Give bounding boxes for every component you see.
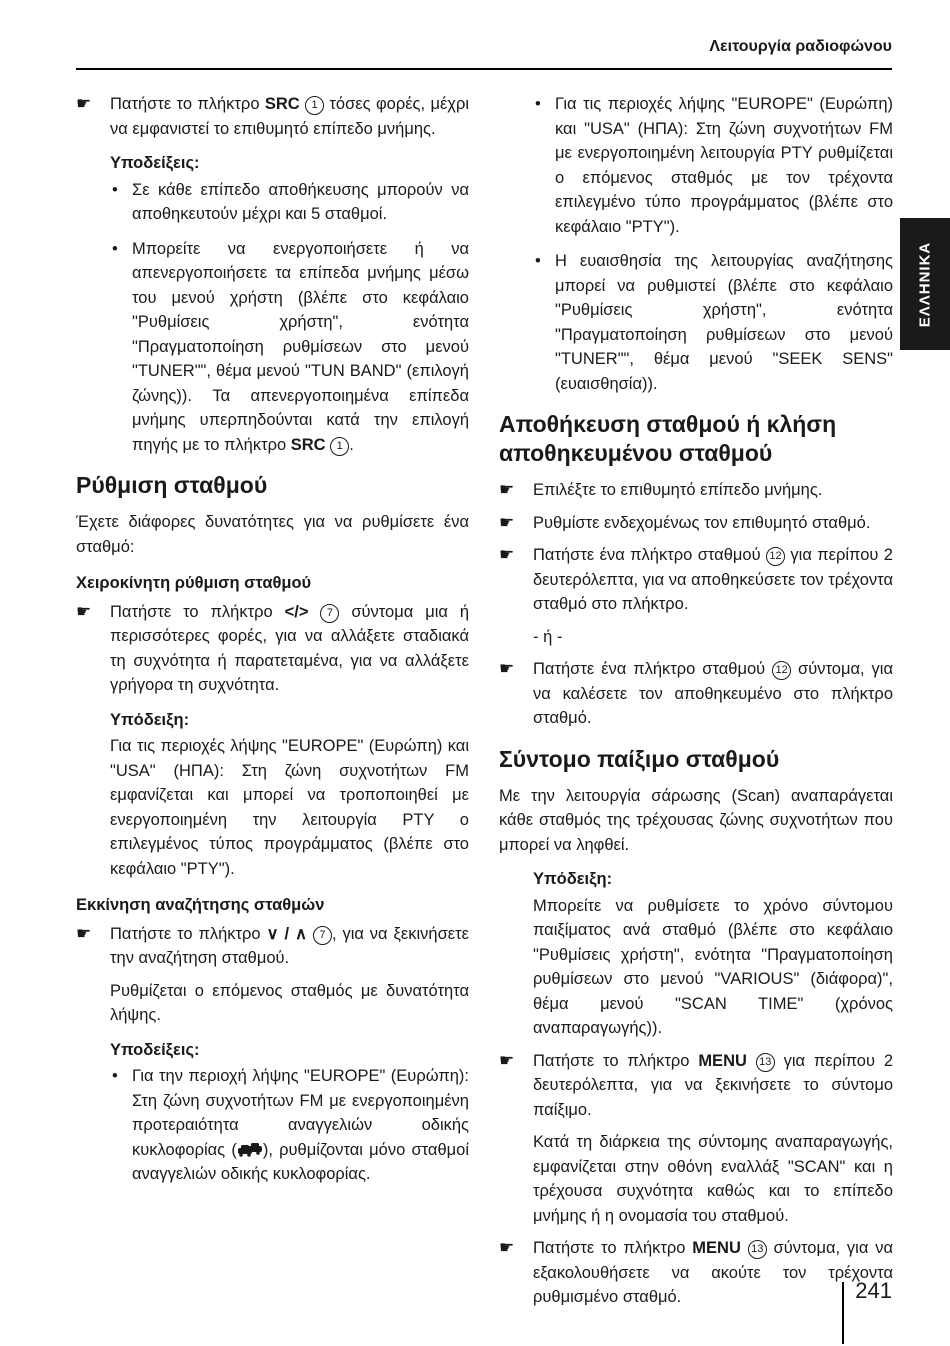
note-item: • Σε κάθε επίπεδο αποθήκευσης μπορούν να αποθηκευτούν μέχρι και 5 σταθμοί.: [112, 180, 469, 223]
callout-number: 12: [772, 661, 791, 680]
callout-number: 1: [305, 96, 324, 115]
note-item: • Η ευαισθησία της λειτουργίας αναζήτησης μπορεί να ρυθμιστεί (βλέπε στο κεφάλαιο "Ρυθμίσεις χρήστη", ενότητα "Πραγματοποίηση ρυθμίσεων στο μενού "TUNER"", θέμα μενού "SEEK SENS" (ευαισθησία)).: [535, 252, 893, 393]
note-item: • Μπορείτε να ενεργοποιήσετε ή να απενεργοποιήσετε τα επίπεδα μνήμης μέσω του μενού χρήστη (βλέπε στο κεφάλαιο "Ρυθμίσεις χρήστη", ενότητα "Πραγματοποίηση ρυθμίσεων στο μενού "TUNER"", θέμα μενού "TUN BAND" (επιλογή ζώνης)). Τα απενεργοποιημένα επίπεδα μνήμης υπερπηδούνται κατά την επιλογή πηγής με το πλήκτρο SRC 1 .: [112, 239, 469, 454]
step-select-level: ☛ Επιλέξτε το επιθυμητό επίπεδο μνήμης.: [499, 478, 893, 503]
pointing-hand-icon: ☛: [499, 659, 515, 678]
arrow-keys-label: </>: [284, 602, 309, 621]
step-tune-station: ☛ Ρυθμίστε ενδεχομένως τον επιθυμητό σταθμό.: [499, 511, 893, 536]
or-separator: - ή -: [533, 627, 563, 646]
callout-number: 13: [756, 1053, 775, 1072]
step-manual-tuning: ☛ Πατήστε το πλήκτρο </> 7 σύντομα μια ή περισσότερες φορές, για να αλλάξετε σταδιακά τη συχνότητα ή παρατεταμένα, για να αλλάξετε γρήγορα τη συχνότητα.: [76, 601, 470, 694]
callout-number: 13: [748, 1240, 767, 1259]
pointing-hand-icon: ☛: [76, 923, 92, 943]
seek-notes-list: [499, 92, 893, 396]
section-title-store: Αποθήκευση σταθμού ή κλήση αποθηκευμένου σταθμού: [499, 411, 837, 466]
step-store-station: ☛ Πατήστε ένα πλήκτρο σταθμού 12 για περίπου 2 δευτερόλεπτα, για να αποθηκεύσετε τον τρέχοντα σταθμό στο πλήκτρο.: [499, 545, 893, 613]
note-text: Για τις περιοχές λήψης "EUROPE" (Ευρώπη) και "USA" (ΗΠΑ): Στη ζώνη συχνοτήτων FM εμφανίζεται και μπορεί να τροποποιηθεί με ενεργοποιημένη την λειτουργία PTY ο επιλεγμένος τύπος προγράμματος (βλέπε στο κεφάλαιο "PTY").: [110, 737, 469, 878]
arrow-keys-label: ∨ / ∧: [266, 924, 308, 943]
step-start-scan: ☛ Πατήστε το πλήκτρο MENU 13 για περίπου 2 δευτερόλεπτα, για να ξεκινήσετε το σύντομο παίξιμο.: [499, 1050, 894, 1119]
note-heading: Υπόδειξη:: [533, 870, 613, 888]
subsection-title-manual: Χειροκίνητη ρύθμιση σταθμού: [76, 574, 312, 592]
notes-heading: Υποδείξεις:: [110, 154, 200, 172]
subsection-title-seek: Εκκίνηση αναζήτησης σταθμών: [76, 896, 325, 914]
pointing-hand-icon: ☛: [499, 480, 515, 499]
note-item: • Για τις περιοχές λήψης "EUROPE" (Ευρώπη) και "USA" (ΗΠΑ): Στη ζώνη συχνοτήτων FM με ενεργοποιημένη λειτουργία PTY ρυθμίζεται ο επόμενος σταθμός με τον τρέχοντα επιλεγμένο τύπο προγράμματος (βλέπε στο κεφάλαιο "PTY").: [535, 95, 893, 236]
section-intro: Έχετε διάφορες δυνατότητες για να ρυθμίσετε ένα σταθμό:: [76, 513, 469, 556]
left-column: [76, 92, 469, 1197]
section-title-scan: Σύντομο παίξιμο σταθμού: [499, 745, 780, 772]
step-select-memory-level: [76, 92, 469, 141]
callout-number: 7: [320, 604, 339, 623]
key-label: SRC: [290, 435, 326, 454]
language-tab-label: ΕΛΛΗΝΙΚΑ: [916, 241, 934, 327]
callout-number: 12: [766, 547, 785, 566]
step-recall-station: ☛ Πατήστε ένα πλήκτρο σταθμού 12 σύντομα, για να καλέσετε τον αποθηκευμένο στο πλήκτρο σταθμό.: [499, 659, 893, 727]
language-tab: [900, 218, 950, 350]
page-number: 241: [855, 1278, 892, 1303]
pointing-hand-icon: ☛: [499, 1238, 515, 1257]
pointing-hand-icon: ☛: [499, 1050, 515, 1070]
notes-list: [76, 178, 469, 458]
step-result-text: Κατά τη διάρκεια της σύντομης αναπαραγωγής, εμφανίζεται στην οθόνη εναλλάξ "SCAN" και η τρέχουσα συχνότητα καθώς και το επίπεδο μνήμης ή η ονομασία του σταθμού.: [533, 1133, 893, 1225]
key-label: MENU: [698, 1051, 747, 1070]
note-item: • Για την περιοχή λήψης "EUROPE" (Ευρώπη): Στη ζώνη συχνοτήτων FM με ενεργοποιημένη προτεραιότητα αναγγελιών οδικής κυκλοφορίας ( ), ρυθμίζονται μόνο σταθμοί αναγγελιών οδικής κυκλοφορίας.: [112, 1067, 469, 1183]
step-start-seek: ☛ Πατήστε το πλήκτρο ∨ / ∧ 7 , για να ξεκινήσετε την αναζήτηση σταθμού.: [76, 923, 469, 967]
step-text: Πατήστε το πλήκτρο: [110, 95, 265, 113]
callout-number: 1: [330, 437, 349, 456]
notes-list: [76, 1064, 469, 1187]
note-text: Μπορείτε να ρυθμίσετε το χρόνο σύντομου παιξίματος ανά σταθμό (βλέπε στο κεφάλαιο "Ρυθμίσεις χρήστη", ενότητα "Πραγματοποίηση ρυθμίσεων στο μενού "VARIOUS" (διάφορα)", θέμα μενού "SCAN TIME" (χρόνος αναπαραγωγής)).: [533, 896, 893, 1037]
pointing-hand-icon: ☛: [76, 601, 92, 621]
traffic-car-icon: [237, 1140, 263, 1155]
note-heading: Υπόδειξη:: [110, 710, 190, 729]
page-number-rule: [842, 1282, 844, 1344]
scan-intro: Με την λειτουργία σάρωσης (Scan) αναπαράγεται κάθε σταθμός της τρέχουσας ζώνης συχνοτήτων που μπορεί να ληφθεί.: [499, 786, 893, 854]
right-column: [499, 92, 893, 1318]
pointing-hand-icon: ☛: [499, 512, 515, 532]
pointing-hand-icon: ☛: [76, 94, 92, 113]
callout-number: 7: [313, 926, 332, 945]
header-rule: [76, 68, 892, 70]
step-result-text: Ρυθμίζεται ο επόμενος σταθμός με δυνατότητα λήψης.: [110, 981, 469, 1024]
section-title-tuning: Ρύθμιση σταθμού: [76, 472, 268, 498]
step-text: τόσες φορές, μέχρι να εμφανιστεί το επιθυμητό επίπεδο μνήμης.: [110, 95, 470, 138]
key-label: SRC: [264, 95, 300, 113]
pointing-hand-icon: ☛: [499, 545, 515, 564]
key-label: MENU: [692, 1239, 741, 1257]
notes-heading: Υποδείξεις:: [110, 1040, 200, 1059]
step-stop-scan: ☛ Πατήστε το πλήκτρο MENU 13 σύντομα, για να εξακολουθήσετε να ακούτε τον τρέχοντα ρυθμισμένο σταθμό.: [499, 1238, 893, 1306]
running-header: Λειτουργία ραδιοφώνου: [709, 38, 892, 55]
